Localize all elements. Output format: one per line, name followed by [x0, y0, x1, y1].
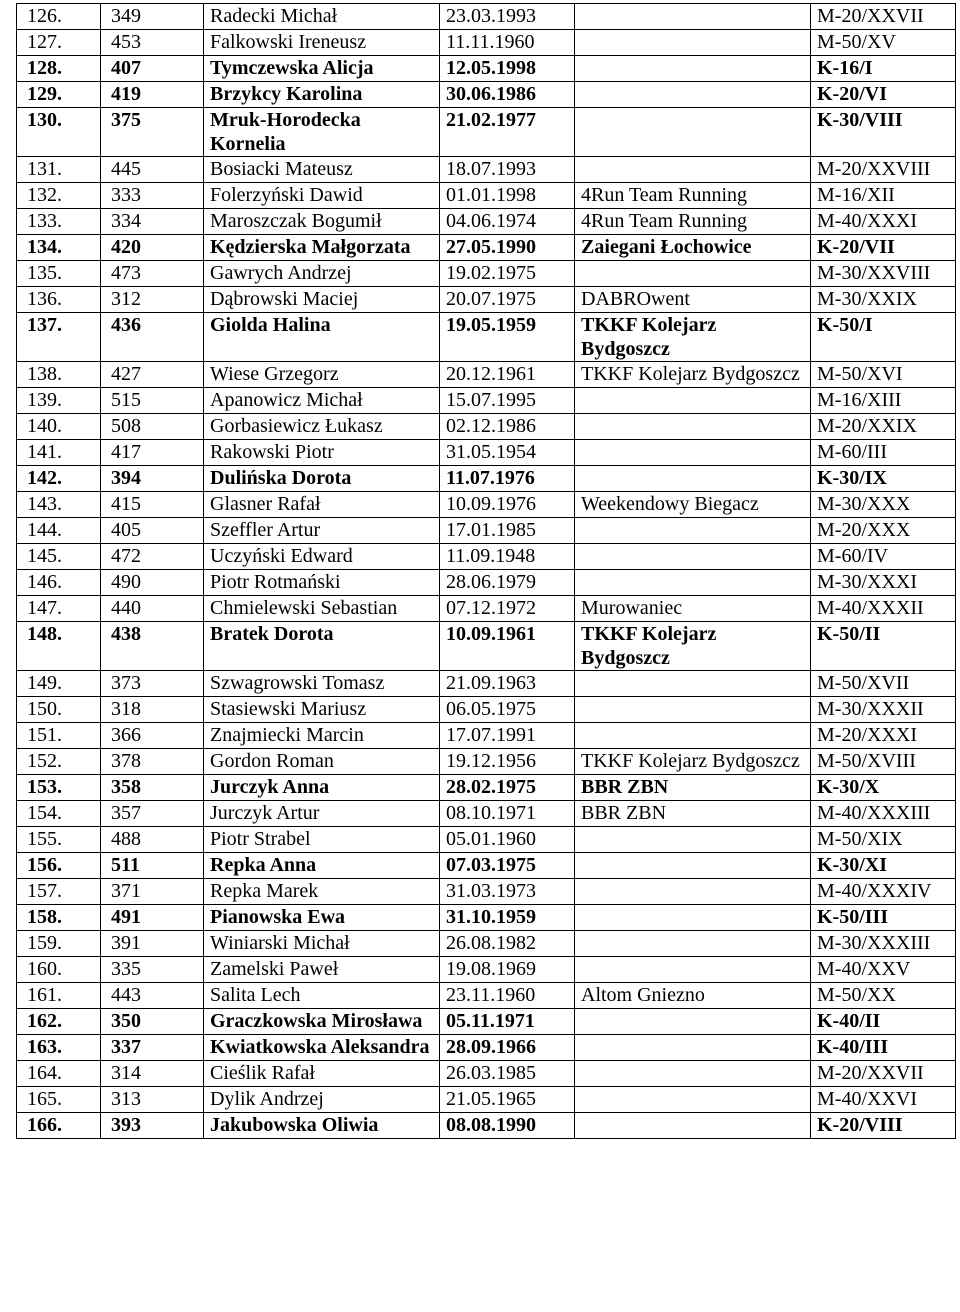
- runner-name-cell: Zamelski Paweł: [204, 957, 440, 983]
- place-cell: 147.: [17, 596, 101, 622]
- birth-date-cell: 19.02.1975: [440, 261, 575, 287]
- runner-name-cell: Cieślik Rafał: [204, 1061, 440, 1087]
- club-cell: TKKF Kolejarz Bydgoszcz: [575, 622, 811, 671]
- place-cell: 150.: [17, 697, 101, 723]
- runner-name-cell: Piotr Strabel: [204, 827, 440, 853]
- club-cell: [575, 1035, 811, 1061]
- bib-number-cell: 371: [101, 879, 204, 905]
- bib-number-cell: 511: [101, 853, 204, 879]
- runner-name-cell: Pianowska Ewa: [204, 905, 440, 931]
- club-cell: [575, 56, 811, 82]
- table-row: [17, 56, 956, 82]
- bib-number-cell: 473: [101, 261, 204, 287]
- bib-number-cell: 393: [101, 1113, 204, 1139]
- table-row: [17, 879, 956, 905]
- birth-date-cell: 31.10.1959: [440, 905, 575, 931]
- place-cell: 153.: [17, 775, 101, 801]
- table-row: [17, 775, 956, 801]
- birth-date-cell: 12.05.1998: [440, 56, 575, 82]
- runner-name-cell: Folerzyński Dawid: [204, 183, 440, 209]
- runner-name-cell: Jurczyk Artur: [204, 801, 440, 827]
- bib-number-cell: 373: [101, 671, 204, 697]
- table-row: [17, 749, 956, 775]
- runner-name-cell: Uczyński Edward: [204, 544, 440, 570]
- bib-number-cell: 443: [101, 983, 204, 1009]
- table-row: [17, 82, 956, 108]
- place-cell: 145.: [17, 544, 101, 570]
- bib-number-cell: 419: [101, 82, 204, 108]
- birth-date-cell: 17.07.1991: [440, 723, 575, 749]
- category-cell: M-50/XVII: [811, 671, 956, 697]
- place-cell: 156.: [17, 853, 101, 879]
- table-row: [17, 4, 956, 30]
- table-row: [17, 723, 956, 749]
- club-cell: BBR ZBN: [575, 801, 811, 827]
- table-row: [17, 931, 956, 957]
- place-cell: 136.: [17, 287, 101, 313]
- table-row: [17, 183, 956, 209]
- category-cell: M-50/XVIII: [811, 749, 956, 775]
- table-row: [17, 596, 956, 622]
- bib-number-cell: 375: [101, 108, 204, 157]
- birth-date-cell: 26.03.1985: [440, 1061, 575, 1087]
- place-cell: 160.: [17, 957, 101, 983]
- category-cell: K-40/III: [811, 1035, 956, 1061]
- category-cell: M-30/XXXI: [811, 570, 956, 596]
- club-cell: [575, 4, 811, 30]
- table-row: [17, 1035, 956, 1061]
- place-cell: 162.: [17, 1009, 101, 1035]
- bib-number-cell: 349: [101, 4, 204, 30]
- place-cell: 148.: [17, 622, 101, 671]
- table-row: [17, 905, 956, 931]
- club-cell: [575, 82, 811, 108]
- category-cell: M-20/XXX: [811, 518, 956, 544]
- bib-number-cell: 358: [101, 775, 204, 801]
- category-cell: K-50/I: [811, 313, 956, 362]
- club-cell: Altom Gniezno: [575, 983, 811, 1009]
- runner-name-cell: Rakowski Piotr: [204, 440, 440, 466]
- category-cell: M-30/XXVIII: [811, 261, 956, 287]
- club-cell: [575, 518, 811, 544]
- table-row: [17, 801, 956, 827]
- runner-name-cell: Wiese Grzegorz: [204, 362, 440, 388]
- table-row: [17, 1113, 956, 1139]
- category-cell: M-50/XV: [811, 30, 956, 56]
- table-row: [17, 570, 956, 596]
- category-cell: K-30/IX: [811, 466, 956, 492]
- runner-name-cell: Stasiewski Mariusz: [204, 697, 440, 723]
- bib-number-cell: 438: [101, 622, 204, 671]
- birth-date-cell: 17.01.1985: [440, 518, 575, 544]
- table-row: [17, 827, 956, 853]
- bib-number-cell: 405: [101, 518, 204, 544]
- runner-name-cell: Dylik Andrzej: [204, 1087, 440, 1113]
- place-cell: 151.: [17, 723, 101, 749]
- bib-number-cell: 440: [101, 596, 204, 622]
- runner-name-cell: Jakubowska Oliwia: [204, 1113, 440, 1139]
- bib-number-cell: 490: [101, 570, 204, 596]
- bib-number-cell: 453: [101, 30, 204, 56]
- club-cell: [575, 879, 811, 905]
- place-cell: 146.: [17, 570, 101, 596]
- club-cell: Zaiegani Łochowice: [575, 235, 811, 261]
- category-cell: M-60/IV: [811, 544, 956, 570]
- table-row: [17, 853, 956, 879]
- birth-date-cell: 07.03.1975: [440, 853, 575, 879]
- bib-number-cell: 420: [101, 235, 204, 261]
- runner-name-cell: Znajmiecki Marcin: [204, 723, 440, 749]
- category-cell: M-40/XXV: [811, 957, 956, 983]
- category-cell: K-20/VI: [811, 82, 956, 108]
- table-row: [17, 235, 956, 261]
- table-row: [17, 1009, 956, 1035]
- birth-date-cell: 11.11.1960: [440, 30, 575, 56]
- bib-number-cell: 378: [101, 749, 204, 775]
- bib-number-cell: 357: [101, 801, 204, 827]
- runner-name-cell: Repka Anna: [204, 853, 440, 879]
- bib-number-cell: 314: [101, 1061, 204, 1087]
- category-cell: M-16/XIII: [811, 388, 956, 414]
- category-cell: M-20/XXVII: [811, 1061, 956, 1087]
- birth-date-cell: 28.02.1975: [440, 775, 575, 801]
- bib-number-cell: 394: [101, 466, 204, 492]
- table-row: [17, 1087, 956, 1113]
- category-cell: M-40/XXXII: [811, 596, 956, 622]
- table-row: [17, 362, 956, 388]
- place-cell: 158.: [17, 905, 101, 931]
- club-cell: [575, 157, 811, 183]
- runner-name-cell: Brzykcy Karolina: [204, 82, 440, 108]
- club-cell: Murowaniec: [575, 596, 811, 622]
- runner-name-cell: Szwagrowski Tomasz: [204, 671, 440, 697]
- club-cell: [575, 414, 811, 440]
- place-cell: 149.: [17, 671, 101, 697]
- category-cell: K-20/VIII: [811, 1113, 956, 1139]
- results-table-body: [17, 4, 956, 1139]
- category-cell: M-20/XXIX: [811, 414, 956, 440]
- table-row: [17, 957, 956, 983]
- place-cell: 154.: [17, 801, 101, 827]
- runner-name-cell: Chmielewski Sebastian: [204, 596, 440, 622]
- table-row: [17, 414, 956, 440]
- place-cell: 144.: [17, 518, 101, 544]
- bib-number-cell: 337: [101, 1035, 204, 1061]
- category-cell: M-50/XX: [811, 983, 956, 1009]
- birth-date-cell: 11.09.1948: [440, 544, 575, 570]
- table-row: [17, 388, 956, 414]
- bib-number-cell: 417: [101, 440, 204, 466]
- bib-number-cell: 313: [101, 1087, 204, 1113]
- runner-name-cell: Szeffler Artur: [204, 518, 440, 544]
- place-cell: 152.: [17, 749, 101, 775]
- club-cell: DABROwent: [575, 287, 811, 313]
- table-row: [17, 313, 956, 362]
- birth-date-cell: 31.05.1954: [440, 440, 575, 466]
- runner-name-cell: Winiarski Michał: [204, 931, 440, 957]
- category-cell: M-60/III: [811, 440, 956, 466]
- club-cell: [575, 1113, 811, 1139]
- category-cell: M-16/XII: [811, 183, 956, 209]
- category-cell: M-30/XXXIII: [811, 931, 956, 957]
- birth-date-cell: 26.08.1982: [440, 931, 575, 957]
- runner-name-cell: Dulińska Dorota: [204, 466, 440, 492]
- runner-name-cell: Graczkowska Mirosława: [204, 1009, 440, 1035]
- club-cell: [575, 440, 811, 466]
- club-cell: [575, 723, 811, 749]
- place-cell: 142.: [17, 466, 101, 492]
- runner-name-cell: Radecki Michał: [204, 4, 440, 30]
- birth-date-cell: 15.07.1995: [440, 388, 575, 414]
- club-cell: [575, 931, 811, 957]
- runner-name-cell: Salita Lech: [204, 983, 440, 1009]
- place-cell: 134.: [17, 235, 101, 261]
- club-cell: 4Run Team Running: [575, 209, 811, 235]
- club-cell: [575, 957, 811, 983]
- birth-date-cell: 31.03.1973: [440, 879, 575, 905]
- runner-name-cell: Repka Marek: [204, 879, 440, 905]
- club-cell: [575, 1061, 811, 1087]
- club-cell: [575, 388, 811, 414]
- birth-date-cell: 04.06.1974: [440, 209, 575, 235]
- category-cell: M-20/XXVII: [811, 4, 956, 30]
- bib-number-cell: 436: [101, 313, 204, 362]
- table-row: [17, 157, 956, 183]
- place-cell: 141.: [17, 440, 101, 466]
- place-cell: 126.: [17, 4, 101, 30]
- bib-number-cell: 515: [101, 388, 204, 414]
- bib-number-cell: 334: [101, 209, 204, 235]
- birth-date-cell: 30.06.1986: [440, 82, 575, 108]
- table-row: [17, 544, 956, 570]
- birth-date-cell: 20.12.1961: [440, 362, 575, 388]
- table-row: [17, 697, 956, 723]
- bib-number-cell: 508: [101, 414, 204, 440]
- bib-number-cell: 333: [101, 183, 204, 209]
- club-cell: [575, 697, 811, 723]
- birth-date-cell: 10.09.1961: [440, 622, 575, 671]
- birth-date-cell: 01.01.1998: [440, 183, 575, 209]
- place-cell: 165.: [17, 1087, 101, 1113]
- birth-date-cell: 02.12.1986: [440, 414, 575, 440]
- birth-date-cell: 23.03.1993: [440, 4, 575, 30]
- bib-number-cell: 407: [101, 56, 204, 82]
- place-cell: 155.: [17, 827, 101, 853]
- table-row: [17, 492, 956, 518]
- runner-name-cell: Gawrych Andrzej: [204, 261, 440, 287]
- birth-date-cell: 05.01.1960: [440, 827, 575, 853]
- place-cell: 166.: [17, 1113, 101, 1139]
- birth-date-cell: 28.09.1966: [440, 1035, 575, 1061]
- category-cell: K-30/XI: [811, 853, 956, 879]
- category-cell: M-30/XXIX: [811, 287, 956, 313]
- category-cell: M-30/XXX: [811, 492, 956, 518]
- table-row: [17, 466, 956, 492]
- birth-date-cell: 05.11.1971: [440, 1009, 575, 1035]
- runner-name-cell: Piotr Rotmański: [204, 570, 440, 596]
- club-cell: TKKF Kolejarz Bydgoszcz: [575, 749, 811, 775]
- runner-name-cell: Jurczyk Anna: [204, 775, 440, 801]
- birth-date-cell: 23.11.1960: [440, 983, 575, 1009]
- birth-date-cell: 08.08.1990: [440, 1113, 575, 1139]
- runner-name-cell: Gorbasiewicz Łukasz: [204, 414, 440, 440]
- club-cell: [575, 544, 811, 570]
- category-cell: M-40/XXXI: [811, 209, 956, 235]
- birth-date-cell: 27.05.1990: [440, 235, 575, 261]
- place-cell: 131.: [17, 157, 101, 183]
- birth-date-cell: 10.09.1976: [440, 492, 575, 518]
- place-cell: 132.: [17, 183, 101, 209]
- club-cell: [575, 853, 811, 879]
- club-cell: [575, 1009, 811, 1035]
- runner-name-cell: Apanowicz Michał: [204, 388, 440, 414]
- club-cell: TKKF Kolejarz Bydgoszcz: [575, 362, 811, 388]
- results-table: [16, 3, 956, 1139]
- category-cell: K-40/II: [811, 1009, 956, 1035]
- bib-number-cell: 491: [101, 905, 204, 931]
- category-cell: M-50/XVI: [811, 362, 956, 388]
- club-cell: Weekendowy Biegacz: [575, 492, 811, 518]
- club-cell: TKKF Kolejarz Bydgoszcz: [575, 313, 811, 362]
- runner-name-cell: Mruk-Horodecka Kornelia: [204, 108, 440, 157]
- runner-name-cell: Falkowski Ireneusz: [204, 30, 440, 56]
- table-row: [17, 287, 956, 313]
- table-row: [17, 440, 956, 466]
- category-cell: M-40/XXVI: [811, 1087, 956, 1113]
- club-cell: [575, 905, 811, 931]
- category-cell: K-50/II: [811, 622, 956, 671]
- bib-number-cell: 350: [101, 1009, 204, 1035]
- club-cell: [575, 466, 811, 492]
- table-row: [17, 30, 956, 56]
- birth-date-cell: 20.07.1975: [440, 287, 575, 313]
- place-cell: 133.: [17, 209, 101, 235]
- bib-number-cell: 312: [101, 287, 204, 313]
- birth-date-cell: 28.06.1979: [440, 570, 575, 596]
- category-cell: K-20/VII: [811, 235, 956, 261]
- category-cell: M-30/XXXII: [811, 697, 956, 723]
- runner-name-cell: Bosiacki Mateusz: [204, 157, 440, 183]
- runner-name-cell: Kwiatkowska Aleksandra: [204, 1035, 440, 1061]
- bib-number-cell: 415: [101, 492, 204, 518]
- place-cell: 140.: [17, 414, 101, 440]
- table-row: [17, 1061, 956, 1087]
- bib-number-cell: 427: [101, 362, 204, 388]
- birth-date-cell: 06.05.1975: [440, 697, 575, 723]
- table-row: [17, 622, 956, 671]
- birth-date-cell: 19.08.1969: [440, 957, 575, 983]
- bib-number-cell: 391: [101, 931, 204, 957]
- runner-name-cell: Bratek Dorota: [204, 622, 440, 671]
- runner-name-cell: Giolda Halina: [204, 313, 440, 362]
- runner-name-cell: Dąbrowski Maciej: [204, 287, 440, 313]
- table-row: [17, 983, 956, 1009]
- table-row: [17, 261, 956, 287]
- club-cell: [575, 261, 811, 287]
- birth-date-cell: 08.10.1971: [440, 801, 575, 827]
- birth-date-cell: 21.02.1977: [440, 108, 575, 157]
- place-cell: 137.: [17, 313, 101, 362]
- place-cell: 139.: [17, 388, 101, 414]
- birth-date-cell: 19.05.1959: [440, 313, 575, 362]
- runner-name-cell: Kędzierska Małgorzata: [204, 235, 440, 261]
- bib-number-cell: 335: [101, 957, 204, 983]
- birth-date-cell: 21.09.1963: [440, 671, 575, 697]
- club-cell: [575, 1087, 811, 1113]
- club-cell: 4Run Team Running: [575, 183, 811, 209]
- birth-date-cell: 11.07.1976: [440, 466, 575, 492]
- birth-date-cell: 21.05.1965: [440, 1087, 575, 1113]
- bib-number-cell: 318: [101, 697, 204, 723]
- category-cell: M-40/XXXIV: [811, 879, 956, 905]
- category-cell: K-30/VIII: [811, 108, 956, 157]
- place-cell: 130.: [17, 108, 101, 157]
- table-row: [17, 108, 956, 157]
- runner-name-cell: Glasner Rafał: [204, 492, 440, 518]
- birth-date-cell: 07.12.1972: [440, 596, 575, 622]
- birth-date-cell: 18.07.1993: [440, 157, 575, 183]
- place-cell: 143.: [17, 492, 101, 518]
- runner-name-cell: Maroszczak Bogumił: [204, 209, 440, 235]
- category-cell: K-16/I: [811, 56, 956, 82]
- place-cell: 135.: [17, 261, 101, 287]
- table-row: [17, 518, 956, 544]
- runner-name-cell: Tymczewska Alicja: [204, 56, 440, 82]
- club-cell: [575, 570, 811, 596]
- club-cell: [575, 827, 811, 853]
- bib-number-cell: 472: [101, 544, 204, 570]
- category-cell: M-40/XXXIII: [811, 801, 956, 827]
- table-row: [17, 209, 956, 235]
- place-cell: 138.: [17, 362, 101, 388]
- place-cell: 157.: [17, 879, 101, 905]
- category-cell: M-50/XIX: [811, 827, 956, 853]
- place-cell: 129.: [17, 82, 101, 108]
- place-cell: 163.: [17, 1035, 101, 1061]
- place-cell: 164.: [17, 1061, 101, 1087]
- category-cell: K-30/X: [811, 775, 956, 801]
- place-cell: 159.: [17, 931, 101, 957]
- club-cell: [575, 108, 811, 157]
- place-cell: 127.: [17, 30, 101, 56]
- club-cell: [575, 30, 811, 56]
- club-cell: [575, 671, 811, 697]
- place-cell: 128.: [17, 56, 101, 82]
- category-cell: M-20/XXVIII: [811, 157, 956, 183]
- club-cell: BBR ZBN: [575, 775, 811, 801]
- bib-number-cell: 366: [101, 723, 204, 749]
- birth-date-cell: 19.12.1956: [440, 749, 575, 775]
- table-row: [17, 671, 956, 697]
- runner-name-cell: Gordon Roman: [204, 749, 440, 775]
- bib-number-cell: 488: [101, 827, 204, 853]
- category-cell: K-50/III: [811, 905, 956, 931]
- place-cell: 161.: [17, 983, 101, 1009]
- bib-number-cell: 445: [101, 157, 204, 183]
- category-cell: M-20/XXXI: [811, 723, 956, 749]
